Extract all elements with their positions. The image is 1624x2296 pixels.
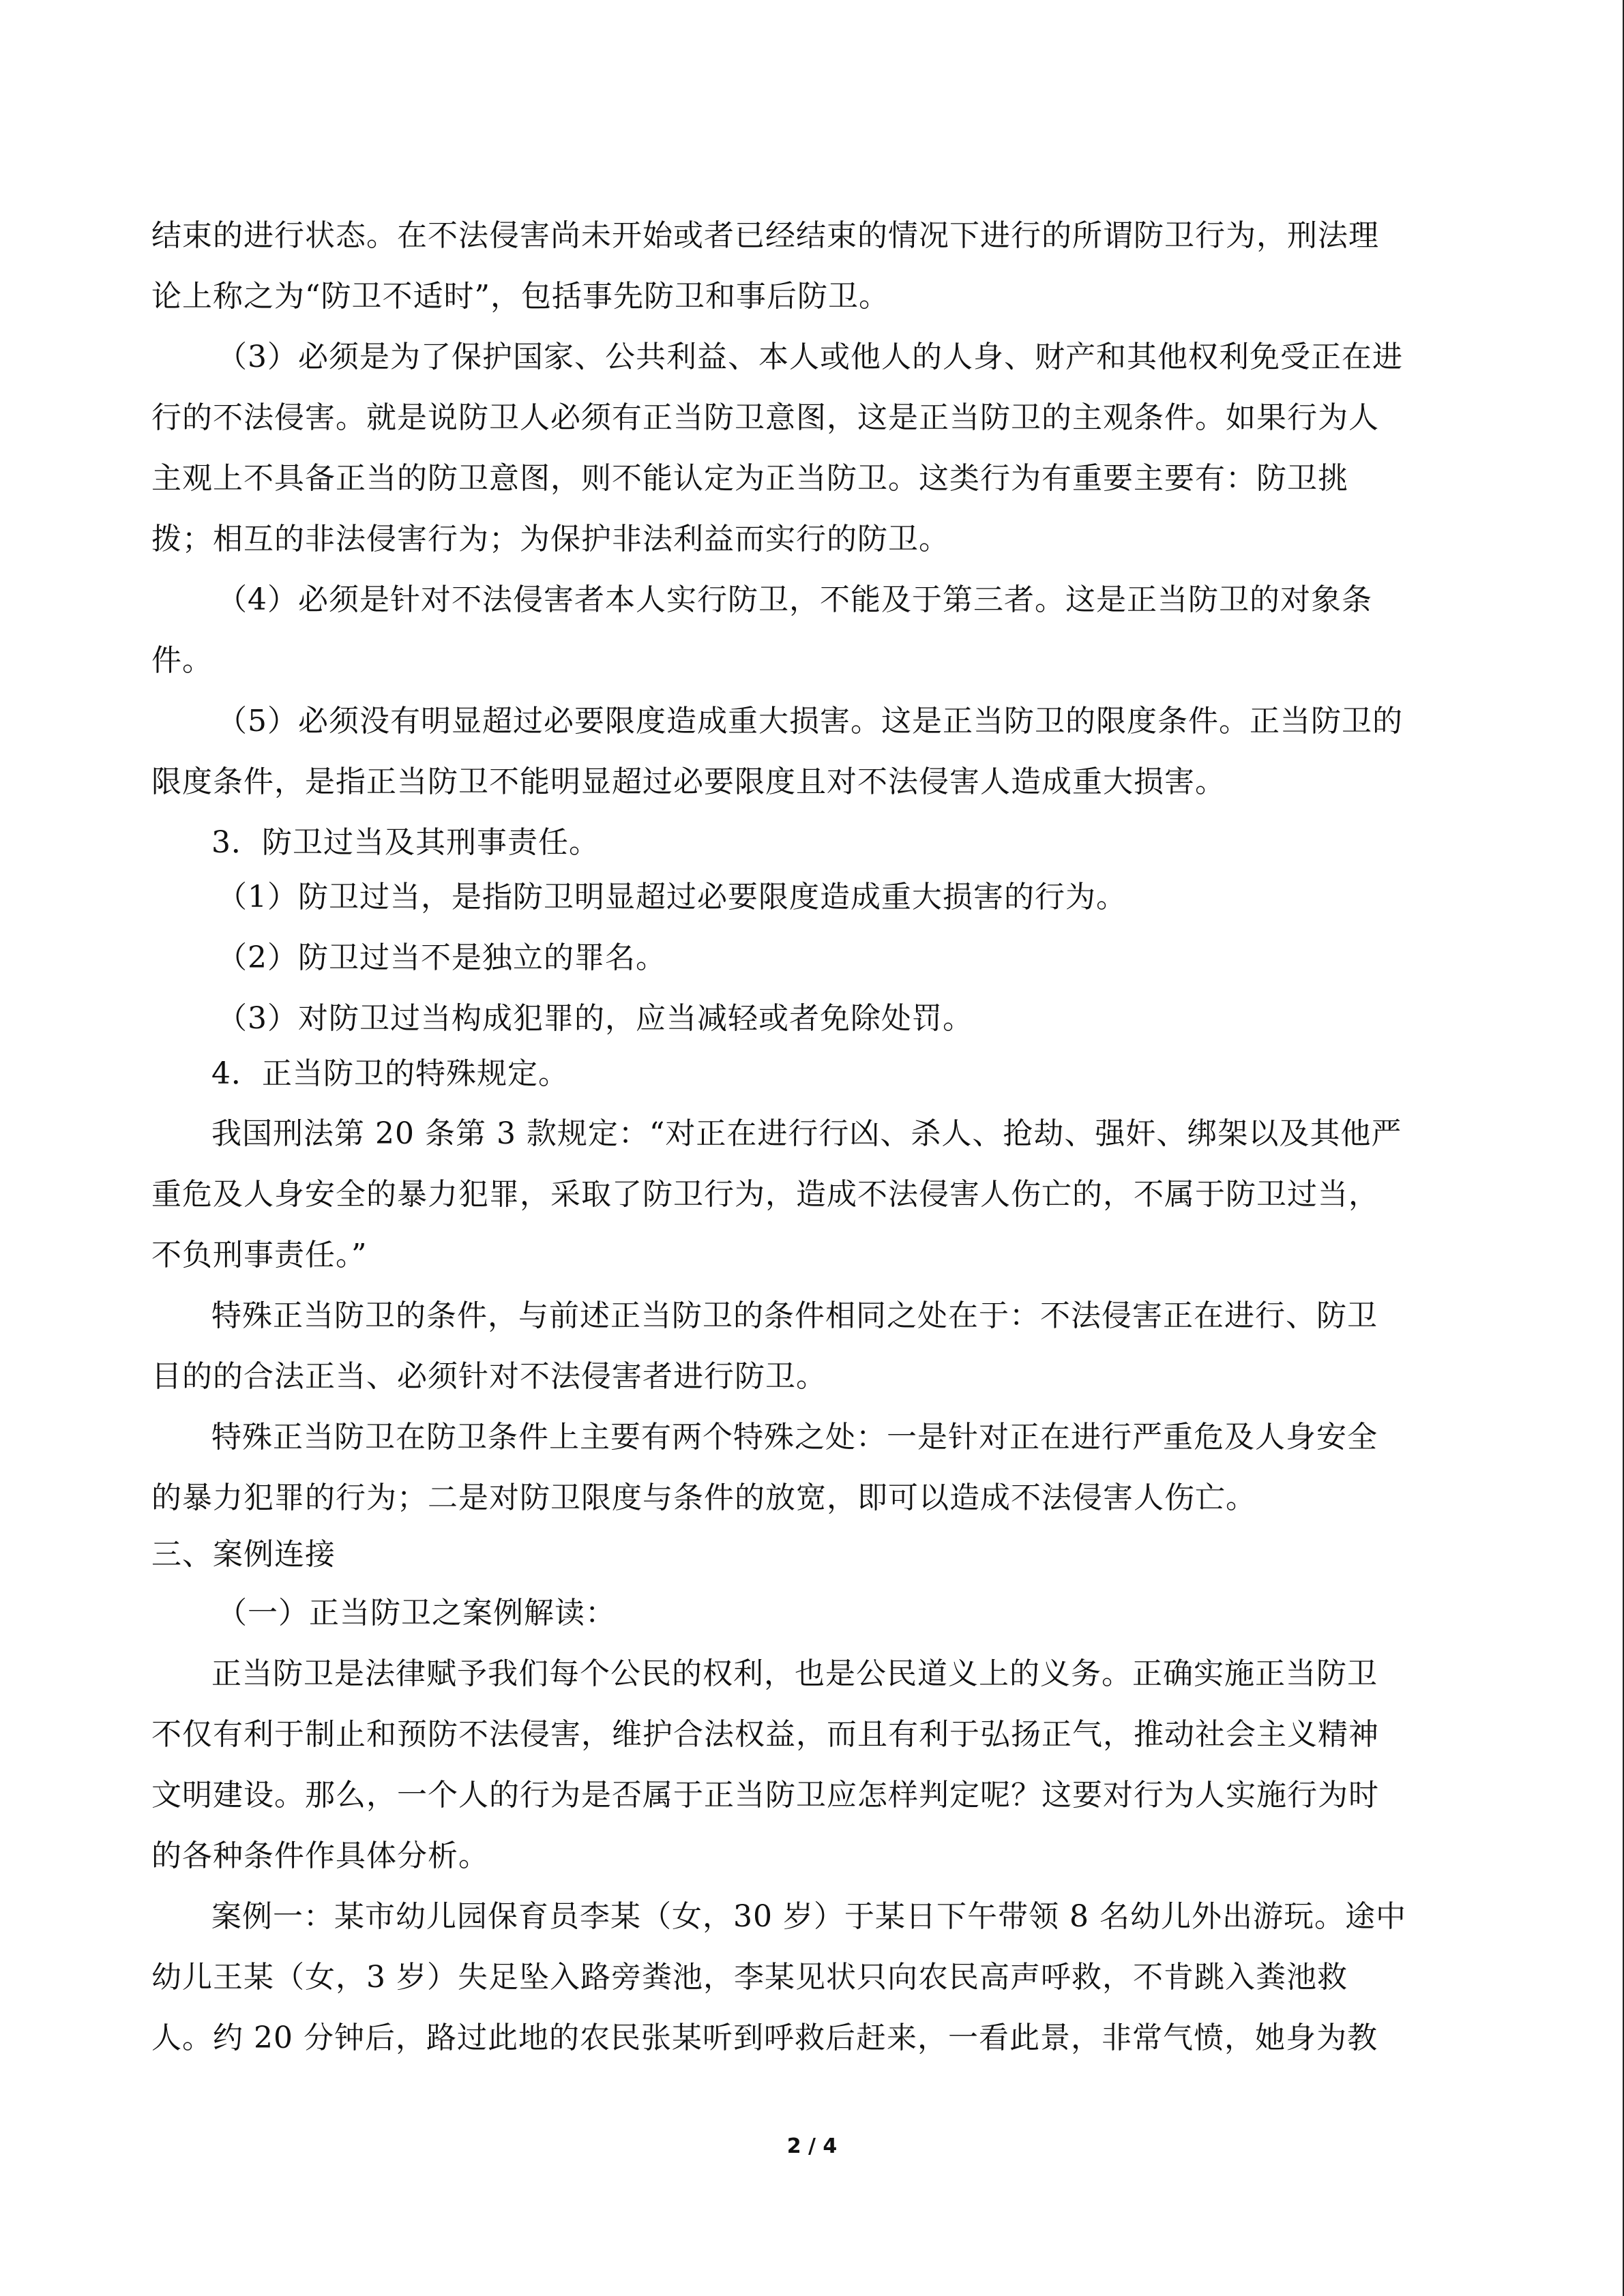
paragraph-line: 人。约 20 分钟后，路过此地的农民张某听到呼救后赶来，一看此景，非常气愤，她身为教: [151, 2021, 1378, 2055]
subsection-heading: （一）正当防卫之案例解读：: [217, 1596, 616, 1630]
paragraph-line: 不负刑事责任。”: [151, 1238, 368, 1272]
paragraph-line: 的暴力犯罪的行为；二是对防卫限度与条件的放宽，即可以造成不法侵害人伤亡。: [151, 1480, 1256, 1515]
paragraph-line: （3）必须是为了保护国家、公共利益、本人或他人的人身、财产和其他权利免受正在进: [217, 340, 1403, 374]
paragraph-line: 特殊正当防卫在防卫条件上主要有两个特殊之处：一是针对正在进行严重危及人身安全: [211, 1420, 1378, 1455]
paragraph-line: 特殊正当防卫的条件，与前述正当防卫的条件相同之处在于：不法侵害正在进行、防卫: [211, 1298, 1378, 1333]
paragraph-line: 的各种条件作具体分析。: [151, 1838, 489, 1873]
paragraph-line: （2）防卫过当不是独立的罪名。: [217, 940, 666, 975]
section-heading: 3．防卫过当及其刑事责任。: [211, 825, 600, 860]
paragraph-line: 不仅有利于制止和预防不法侵害，维护合法权益，而且有利于弘扬正气，推动社会主义精神: [151, 1717, 1379, 1752]
paragraph-line: （3）对防卫过当构成犯罪的，应当减轻或者免除处罚。: [217, 1001, 973, 1036]
paragraph-line: 件。: [151, 643, 213, 678]
paragraph-line: 目的的合法正当、必须针对不法侵害者进行防卫。: [151, 1359, 827, 1394]
paragraph-line: 论上称之为“防卫不适时”，包括事先防卫和事后防卫。: [151, 279, 889, 314]
paragraph-line: 正当防卫是法律赋予我们每个公民的权利，也是公民道义上的义务。正确实施正当防卫: [211, 1656, 1378, 1691]
paragraph-line: 文明建设。那么，一个人的行为是否属于正当防卫应怎样判定呢？这要对行为人实施行为时: [151, 1778, 1379, 1813]
paragraph-line: 主观上不具备正当的防卫意图，则不能认定为正当防卫。这类行为有重要主要有：防卫挑: [151, 461, 1348, 496]
paragraph-line: 我国刑法第 20 条第 3 款规定：“对正在进行行凶、杀人、抢劫、强奸、绑架以及其他严: [211, 1116, 1402, 1151]
paragraph-line: （5）必须没有明显超过必要限度造成重大损害。这是正当防卫的限度条件。正当防卫的: [217, 704, 1403, 739]
paragraph-line: （4）必须是针对不法侵害者本人实行防卫，不能及于第三者。这是正当防卫的对象条: [217, 582, 1372, 617]
paragraph-line: 限度条件，是指正当防卫不能明显超过必要限度且对不法侵害人造成重大损害。: [151, 764, 1226, 799]
paragraph-line: 拨；相互的非法侵害行为；为保护非法利益而实行的防卫。: [151, 522, 949, 556]
section-heading: 三、案例连接: [151, 1537, 336, 1572]
page-number: 2 / 4: [786, 2134, 838, 2158]
paragraph-line: （1）防卫过当，是指防卫明显超过必要限度造成重大损害的行为。: [217, 880, 1127, 914]
section-heading: 4．正当防卫的特殊规定。: [211, 1056, 569, 1091]
paragraph-line: 重危及人身安全的暴力犯罪，采取了防卫行为，造成不法侵害人伤亡的，不属于防卫过当，: [151, 1177, 1379, 1212]
paragraph-line: 结束的进行状态。在不法侵害尚未开始或者已经结束的情况下进行的所谓防卫行为，刑法理: [151, 218, 1379, 253]
paragraph-line: 幼儿王某（女，3 岁）失足坠入路旁粪池，李某见状只向农民高声呼救，不肯跳入粪池救: [151, 1960, 1348, 1995]
paragraph-line: 行的不法侵害。就是说防卫人必须有正当防卫意图，这是正当防卫的主观条件。如果行为人: [151, 400, 1379, 435]
paragraph-line: 案例一：某市幼儿园保育员李某（女，30 岁）于某日下午带领 8 名幼儿外出游玩。途中: [211, 1899, 1406, 1934]
